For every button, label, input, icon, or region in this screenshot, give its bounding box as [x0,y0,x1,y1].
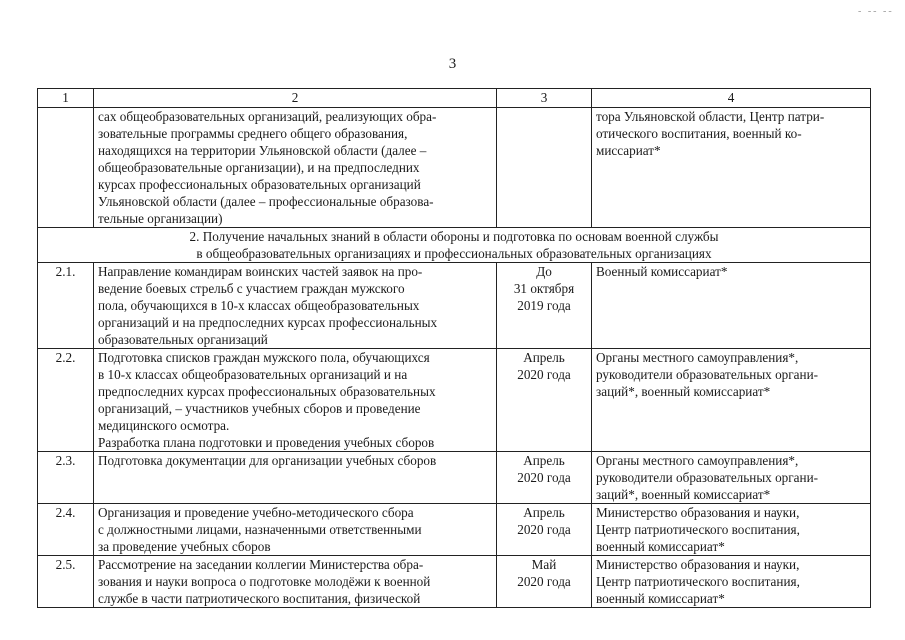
row-date [497,263,592,349]
date-line: Май [531,557,557,572]
text-line: ведение боевых стрельб с участием граждан мужского [98,281,405,296]
text-line: тельные организации) [98,211,223,226]
date-line: Апрель [523,350,565,365]
date-line: 2019 года [517,298,571,313]
section-title [38,228,871,263]
text-line: Организация и проведение учебно-методического сбора [98,505,414,520]
row-number: 2.1. [38,263,94,349]
page-number: 3 [448,56,457,72]
text-line: Военный комиссариат* [596,264,728,279]
table-row [38,452,871,504]
plan-table [37,88,871,608]
text-line: заций*, военный комиссариат* [596,487,771,502]
row-description [94,556,497,608]
text-line: Ульяновской области (далее – профессиональные образова- [98,194,434,209]
header-col-1: 1 [38,89,94,108]
row-description [94,349,497,452]
text-line: Центр патриотического воспитания, [596,522,800,537]
text-line: заций*, военный комиссариат* [596,384,771,399]
row-responsible [592,504,871,556]
text-line: руководители образовательных органи- [596,470,819,485]
text-line: зования и науки вопроса о подготовке молодёжи к военной [98,574,431,589]
text-line: общеобразовательные организации), и на предпоследних [98,160,420,175]
table-header-row [38,89,871,108]
text-line: службе в части патриотического воспитания, физической [98,591,421,606]
text-line: Разработка плана подготовки и проведения учебных сборов [98,435,435,450]
continuation-responsible [592,108,871,228]
text-line: Центр патриотического воспитания, [596,574,800,589]
row-date [497,556,592,608]
continuation-row [38,108,871,228]
table-row [38,263,871,349]
row-description [94,504,497,556]
date-line: 2020 года [517,367,571,382]
text-line: зовательные программы среднего общего образования, [98,126,408,141]
date-line: Апрель [523,505,565,520]
text-line: Рассмотрение на заседании коллегии Министерства обра- [98,557,424,572]
text-line: в 10-х классах общеобразовательных организаций и на [98,367,408,382]
text-line: отического воспитания, военный ко- [596,126,802,141]
text-line: пола, обучающихся в 10-х классах общеобразовательных [98,298,420,313]
row-number: 2.3. [38,452,94,504]
row-description [94,452,497,504]
text-line: Министерство образования и науки, [596,505,800,520]
row-responsible [592,263,871,349]
row-date [497,349,592,452]
table-row [38,556,871,608]
date-line: 2020 года [517,522,571,537]
text-line: образовательных организаций [98,332,268,347]
section-row [38,228,871,263]
row-number: 2.2. [38,349,94,452]
text-line: руководители образовательных органи- [596,367,819,382]
text-line: военный комиссариат* [596,591,725,606]
row-responsible [592,452,871,504]
continuation-num [38,108,94,228]
header-col-4: 4 [592,89,871,108]
row-description [94,263,497,349]
header-col-3: 3 [497,89,592,108]
row-date [497,504,592,556]
text-line: Направление командирам воинских частей заявок на про- [98,264,423,279]
text-line: военный комиссариат* [596,539,725,554]
continuation-date [497,108,592,228]
text-line: Подготовка списков граждан мужского пола, обучающихся [98,350,430,365]
text-line: с должностными лицами, назначенными ответственными [98,522,422,537]
text-line: Министерство образования и науки, [596,557,800,572]
date-line: 2020 года [517,574,571,589]
text-line: Органы местного самоуправления*, [596,350,799,365]
row-responsible [592,349,871,452]
text-line: тора Ульяновской области, Центр патри- [596,109,825,124]
text-line: предпоследних курсах профессиональных образовательных [98,384,436,399]
text-line: Подготовка документации для организации учебных сборов [98,453,437,468]
section-title-line: 2. Получение начальных знаний в области обороны и подготовка по основам военной службы [189,229,719,244]
row-number: 2.5. [38,556,94,608]
text-line: организаций и на предпоследних курсах профессиональных [98,315,438,330]
row-responsible [592,556,871,608]
text-line: курсах профессиональных образовательных организаций [98,177,421,192]
date-line: 31 октября [513,281,575,296]
date-line: Апрель [523,453,565,468]
text-line: сах общеобразовательных организаций, реализующих обра- [98,109,437,124]
table-row [38,504,871,556]
section-title-line: в общеобразовательных организациях и профессиональных образовательных организациях [196,246,712,261]
header-col-2: 2 [94,89,497,108]
date-line: 2020 года [517,470,571,485]
row-number: 2.4. [38,504,94,556]
text-line: находящихся на территории Ульяновской области (далее – [98,143,427,158]
text-line: медицинского осмотра. [98,418,230,433]
text-line: за проведение учебных сборов [98,539,271,554]
text-line: Органы местного самоуправления*, [596,453,799,468]
text-line: организаций, – участников учебных сборов и проведение [98,401,421,416]
table-row [38,349,871,452]
row-date [497,452,592,504]
text-line: миссариат* [596,143,661,158]
date-line: До [536,264,552,279]
continuation-description [94,108,497,228]
corner-mark: - -- -- [858,6,894,17]
